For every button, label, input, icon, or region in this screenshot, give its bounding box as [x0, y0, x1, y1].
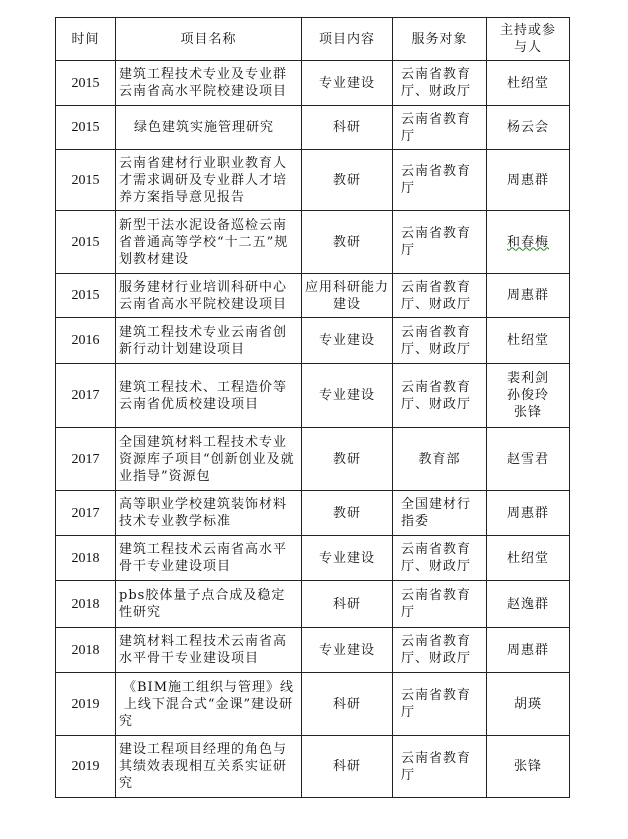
target-cell: 云南省教育厅	[393, 673, 487, 736]
content-cell: 教研	[302, 150, 393, 211]
table-row	[56, 106, 570, 150]
year-cell: 2019	[56, 736, 116, 798]
header-name: 项目名称	[116, 18, 302, 61]
person-cell: 杜绍堂	[487, 536, 570, 581]
content-cell: 教研	[302, 491, 393, 536]
target-cell: 云南省教育厅、财政厅	[393, 61, 487, 106]
target-cell: 云南省教育厅、财政厅	[393, 628, 487, 673]
person-name: 和春梅	[506, 234, 549, 250]
table-row	[56, 673, 570, 736]
year-cell: 2015	[56, 150, 116, 211]
table-row	[56, 274, 570, 318]
year-cell: 2017	[56, 491, 116, 536]
table-row	[56, 364, 570, 428]
content-cell: 科研	[302, 581, 393, 628]
project-name-cell: 服务建材行业培训科研中心云南省高水平院校建设项目	[116, 274, 302, 318]
project-name-cell: 建设工程项目经理的角色与其绩效表现相互关系实证研究	[116, 736, 302, 798]
person-cell: 杨云会	[487, 106, 570, 150]
target-cell: 云南省教育厅	[393, 581, 487, 628]
table-row	[56, 491, 570, 536]
person-cell: 周惠群	[487, 491, 570, 536]
project-name-cell: 全国建筑材料工程技术专业资源库子项目“创新创业及就业指导”资源包	[116, 428, 302, 491]
project-name-cell: 建筑工程技术专业及专业群云南省高水平院校建设项目	[116, 61, 302, 106]
target-cell: 云南省教育厅	[393, 736, 487, 798]
person-cell: 周惠群	[487, 150, 570, 211]
person-cell: 周惠群	[487, 274, 570, 318]
year-cell: 2016	[56, 318, 116, 364]
table-row	[56, 428, 570, 491]
table-row	[56, 536, 570, 581]
header-time: 时间	[56, 18, 116, 61]
header-target: 服务对象	[393, 18, 487, 61]
year-cell: 2018	[56, 536, 116, 581]
content-cell: 科研	[302, 736, 393, 798]
year-cell: 2018	[56, 581, 116, 628]
year-cell: 2017	[56, 428, 116, 491]
target-cell: 云南省教育厅、财政厅	[393, 318, 487, 364]
target-cell: 教育部	[393, 428, 487, 491]
content-cell: 教研	[302, 211, 393, 274]
project-name-cell: 高等职业学校建筑装饰材料技术专业教学标准	[116, 491, 302, 536]
person-cell: 张锋	[487, 736, 570, 798]
content-cell: 科研	[302, 673, 393, 736]
person-cell: 杜绍堂	[487, 318, 570, 364]
content-cell: 科研	[302, 106, 393, 150]
content-cell: 专业建设	[302, 318, 393, 364]
table-row	[56, 61, 570, 106]
project-name-cell: pbs胶体量子点合成及稳定性研究	[116, 581, 302, 628]
project-name-cell: 绿色建筑实施管理研究	[116, 106, 302, 150]
project-name-cell: 建筑工程技术云南省高水平骨干专业建设项目	[116, 536, 302, 581]
person-cell: 周惠群	[487, 628, 570, 673]
table-row	[56, 628, 570, 673]
target-cell: 全国建材行指委	[393, 491, 487, 536]
target-cell: 云南省教育厅	[393, 106, 487, 150]
header-person: 主持或参与人	[487, 18, 570, 61]
content-cell: 专业建设	[302, 364, 393, 428]
table-row	[56, 150, 570, 211]
project-name-cell: 《BIM施工组织与管理》线上线下混合式“金课”建设研究	[116, 673, 302, 736]
year-cell: 2019	[56, 673, 116, 736]
year-cell: 2015	[56, 61, 116, 106]
year-cell: 2017	[56, 364, 116, 428]
person-cell: 裴利剑 孙俊玲 张锋	[487, 364, 570, 428]
year-cell: 2015	[56, 106, 116, 150]
content-cell: 教研	[302, 428, 393, 491]
target-cell: 云南省教育厅、财政厅	[393, 364, 487, 428]
content-cell: 专业建设	[302, 628, 393, 673]
projects-table	[55, 17, 570, 798]
person-cell: 胡瑛	[487, 673, 570, 736]
project-name-cell: 建筑工程技术专业云南省创新行动计划建设项目	[116, 318, 302, 364]
target-cell: 云南省教育厅	[393, 211, 487, 274]
header-content: 项目内容	[302, 18, 393, 61]
person-cell: 杜绍堂	[487, 61, 570, 106]
person-cell: 赵雪君	[487, 428, 570, 491]
content-cell: 专业建设	[302, 61, 393, 106]
table-row	[56, 211, 570, 274]
year-cell: 2018	[56, 628, 116, 673]
table-row	[56, 736, 570, 798]
project-name-cell: 建筑材料工程技术云南省高水平骨干专业建设项目	[116, 628, 302, 673]
year-cell: 2015	[56, 274, 116, 318]
project-name-cell: 建筑工程技术、工程造价等云南省优质校建设项目	[116, 364, 302, 428]
project-name-cell: 新型干法水泥设备巡检云南省普通高等学校“十二五”规划教材建设	[116, 211, 302, 274]
person-cell	[487, 211, 570, 274]
year-cell: 2015	[56, 211, 116, 274]
project-name-cell: 云南省建材行业职业教育人才需求调研及专业群人才培养方案指导意见报告	[116, 150, 302, 211]
table-row	[56, 581, 570, 628]
person-cell: 赵逸群	[487, 581, 570, 628]
target-cell: 云南省教育厅	[393, 150, 487, 211]
content-cell: 专业建设	[302, 536, 393, 581]
target-cell: 云南省教育厅、财政厅	[393, 536, 487, 581]
header-row	[56, 18, 570, 61]
target-cell: 云南省教育厅、财政厅	[393, 274, 487, 318]
table-row	[56, 318, 570, 364]
content-cell: 应用科研能力建设	[302, 274, 393, 318]
